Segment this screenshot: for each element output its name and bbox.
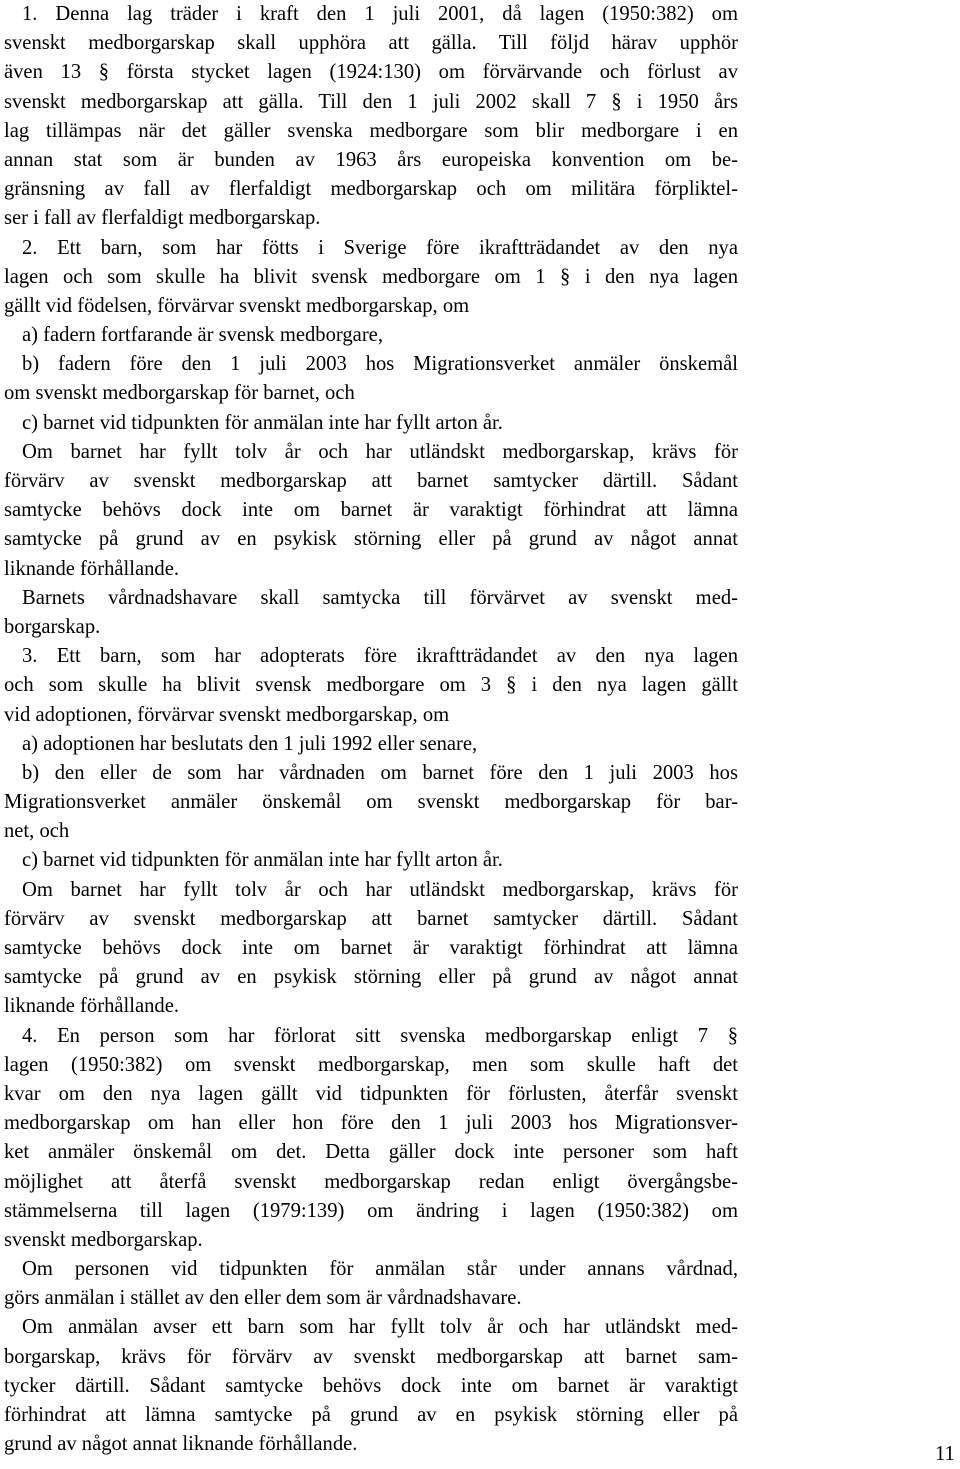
text-line: net, och bbox=[4, 820, 70, 843]
text-line: samtycke behövs dock inte om barnet är varaktigt förhindrat att lämna bbox=[4, 937, 738, 959]
text-line: stämmelserna till lagen (1979:139) om ändring i lagen (1950:382) om bbox=[4, 1199, 738, 1222]
text-line: samtycke på grund av en psykisk störning eller på grund av något annat bbox=[4, 966, 738, 989]
text-line: c) barnet vid tidpunkten för anmälan inte har fyllt arton år. bbox=[22, 849, 503, 872]
text-line: gällt vid födelsen, förvärvar svenskt medborgarskap, om bbox=[4, 294, 470, 317]
text-line: kvar om den nya lagen gällt vid tidpunkten för förlusten, återfår svenskt bbox=[4, 1082, 738, 1105]
text-line: om svenskt medborgarskap för barnet, och bbox=[4, 382, 355, 405]
text-line: ser i fall av flerfaldigt medborgarskap. bbox=[4, 207, 321, 230]
text-line: gränsning av fall av flerfaldigt medborgarskap och om militära förpliktel- bbox=[4, 178, 738, 201]
text-line: svenskt medborgarskap skall upphöra att gälla. Till följd härav upphör bbox=[4, 32, 738, 55]
text-line: förvärv av svenskt medborgarskap att barnet samtycker därtill. Sådant bbox=[4, 907, 738, 930]
text-line: Om barnet har fyllt tolv år och har utländskt medborgarskap, krävs för bbox=[22, 878, 738, 901]
text-line: vid adoptionen, förvärvar svenskt medborgarskap, om bbox=[4, 703, 450, 726]
text-line: lag tillämpas när det gäller svenska medborgare som blir medborgare i en bbox=[4, 119, 738, 142]
text-line: Om anmälan avser ett barn som har fyllt tolv år och har utländskt med- bbox=[22, 1316, 738, 1339]
text-line: a) adoptionen har beslutats den 1 juli 1992 eller senare, bbox=[22, 732, 478, 755]
text-line: liknande förhållande. bbox=[4, 557, 179, 580]
text-line: svenskt medborgarskap att gälla. Till den 1 juli 2002 skall 7 § i 1950 års bbox=[4, 90, 738, 113]
text-line: Om personen vid tidpunkten för anmälan står under annans vårdnad, bbox=[22, 1258, 738, 1281]
page-number: 11 bbox=[935, 1443, 955, 1465]
text-line: b) den eller de som har vårdnaden om barnet före den 1 juli 2003 hos bbox=[22, 761, 738, 784]
text-line: svenskt medborgarskap. bbox=[4, 1228, 203, 1251]
text-line: 3. Ett barn, som har adopterats före ikraftträdandet av den nya lagen bbox=[22, 645, 738, 668]
text-line: Om barnet har fyllt tolv år och har utländskt medborgarskap, krävs för bbox=[22, 440, 738, 463]
text-line: Migrationsverket anmäler önskemål om svenskt medborgarskap för bar- bbox=[4, 791, 738, 814]
text-line: ket anmäler önskemål om det. Detta gäller dock inte personer som haft bbox=[4, 1141, 738, 1164]
text-line: även 13 § första stycket lagen (1924:130) om förvärvande och förlust av bbox=[4, 61, 738, 84]
text-line: tycker därtill. Sådant samtycke behövs dock inte om barnet är varaktigt bbox=[4, 1374, 738, 1397]
text-line: b) fadern före den 1 juli 2003 hos Migrationsverket anmäler önskemål bbox=[22, 353, 738, 376]
text-line: medborgarskap om han eller hon före den 1 juli 2003 hos Migrationsver- bbox=[4, 1112, 738, 1135]
text-line: lagen (1950:382) om svenskt medborgarskap, men som skulle haft det bbox=[4, 1053, 738, 1076]
text-line: borgarskap. bbox=[4, 615, 101, 638]
document-text-block bbox=[4, 0, 738, 1459]
text-line: liknande förhållande. bbox=[4, 995, 179, 1018]
text-line: görs anmälan i stället av den eller dem som är vårdnadshavare. bbox=[4, 1287, 522, 1310]
text-line: 2. Ett barn, som har fötts i Sverige före ikraftträdandet av den nya bbox=[22, 236, 738, 259]
text-line: 4. En person som har förlorat sitt svenska medborgarskap enligt 7 § bbox=[22, 1024, 738, 1047]
text-line: annan stat som är bunden av 1963 års europeiska konvention om be- bbox=[4, 148, 738, 171]
text-line: a) fadern fortfarande är svensk medborgare, bbox=[22, 324, 383, 347]
text-line: samtycke behövs dock inte om barnet är varaktigt förhindrat att lämna bbox=[4, 499, 738, 522]
text-line: lagen och som skulle ha blivit svensk medborgare om 1 § i den nya lagen bbox=[4, 265, 738, 288]
text-line: förvärv av svenskt medborgarskap att barnet samtycker därtill. Sådant bbox=[4, 470, 738, 492]
text-line: samtycke på grund av en psykisk störning eller på grund av något annat bbox=[4, 528, 738, 551]
text-line: c) barnet vid tidpunkten för anmälan inte har fyllt arton år. bbox=[22, 411, 503, 434]
text-line: grund av något annat liknande förhållande. bbox=[4, 1433, 358, 1456]
text-line: möjlighet att återfå svenskt medborgarskap redan enligt övergångsbe- bbox=[4, 1170, 738, 1193]
text-line: borgarskap, krävs för förvärv av svenskt medborgarskap att barnet sam- bbox=[4, 1345, 738, 1368]
text-line: 1. Denna lag träder i kraft den 1 juli 2001, då lagen (1950:382) om bbox=[22, 3, 738, 25]
text-line: och som skulle ha blivit svensk medborgare om 3 § i den nya lagen gällt bbox=[4, 674, 738, 697]
text-line: Barnets vårdnadshavare skall samtycka till förvärvet av svenskt med- bbox=[22, 586, 738, 609]
text-line: förhindrat att lämna samtycke på grund av en psykisk störning eller på bbox=[4, 1404, 738, 1426]
